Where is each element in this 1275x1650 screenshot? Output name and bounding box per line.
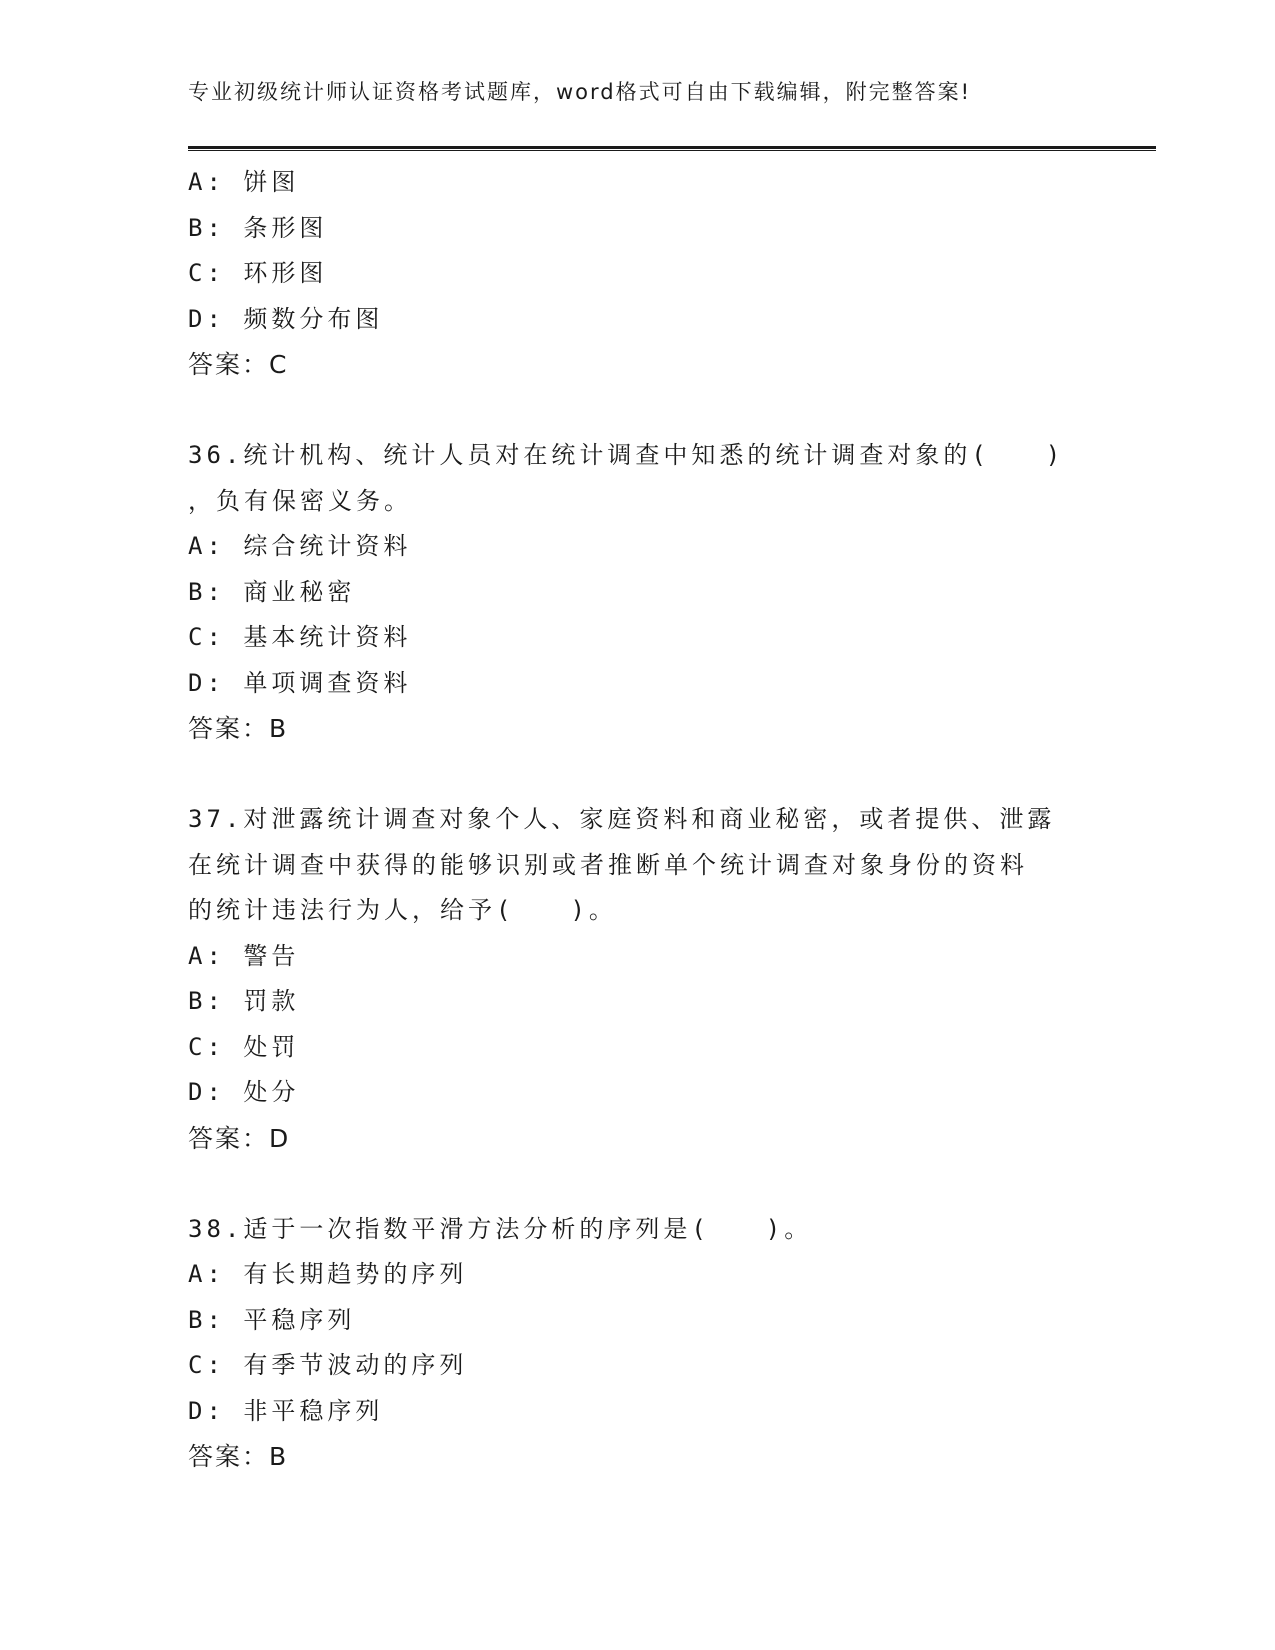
question-36 [188, 433, 1088, 752]
option-c: C: 环形图 [188, 259, 328, 287]
option-b: B: 条形图 [188, 213, 328, 242]
option-d: D: 单项调查资料 [188, 668, 412, 697]
option-a: A: 有长期趋势的序列 [188, 1260, 468, 1288]
question-37 [188, 797, 1088, 1161]
option-b: B: 罚款 [188, 987, 300, 1015]
option-b: B: 平稳序列 [188, 1305, 356, 1334]
option-c: C: 有季节波动的序列 [188, 1351, 468, 1379]
question-stem-line: 38.适于一次指数平滑方法分析的序列是( )。 [188, 1214, 813, 1243]
question-list [188, 160, 1088, 1480]
option-b: B: 商业秘密 [188, 577, 356, 606]
question-stem-line: 在统计调查中获得的能够识别或者推断单个统计调查对象身份的资料 [188, 850, 1028, 879]
option-d: D: 处分 [188, 1078, 300, 1106]
header-divider [188, 146, 1156, 151]
question-stem-line: 36.统计机构、统计人员对在统计调查中知悉的统计调查对象的( ) [188, 441, 1065, 469]
question-35 [188, 160, 1088, 388]
page-header-title: 专业初级统计师认证资格考试题库，word格式可自由下载编辑，附完整答案! [188, 80, 972, 104]
answer: 答案：B [188, 1442, 289, 1471]
option-a: A: 饼图 [188, 168, 300, 196]
option-c: C: 基本统计资料 [188, 623, 412, 651]
option-c: C: 处罚 [188, 1032, 300, 1061]
option-a: A: 综合统计资料 [188, 532, 412, 560]
answer: 答案：D [188, 1123, 291, 1153]
question-stem-line: 的统计违法行为人，给予( )。 [188, 896, 617, 924]
option-d: D: 非平稳序列 [188, 1396, 384, 1425]
option-d: D: 频数分布图 [188, 304, 384, 333]
question-stem-line: ，负有保密义务。 [188, 486, 412, 515]
answer: 答案：B [188, 714, 289, 743]
question-stem-line: 37.对泄露统计调查对象个人、家庭资料和商业秘密，或者提供、泄露 [188, 805, 1056, 833]
answer: 答案：C [188, 350, 289, 379]
question-38 [188, 1207, 1088, 1480]
option-a: A: 警告 [188, 941, 300, 970]
